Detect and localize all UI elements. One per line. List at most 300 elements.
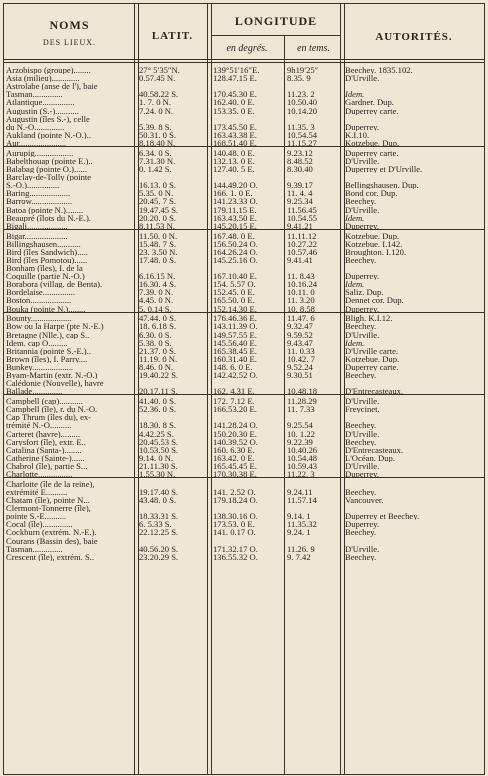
table-row: [4, 480, 484, 488]
authority-cell: Duperrey.: [345, 272, 380, 281]
table-row: [4, 488, 484, 496]
latitude-cell: 7.31.30 N.: [139, 156, 176, 166]
latitude-cell: 4.45. 0 N.: [139, 296, 174, 305]
place-name: Bouka (pointe N.)........: [6, 304, 86, 313]
authority-cell: Kotzebue. I.142.: [345, 239, 403, 248]
longitude-degrees-cell: 144.49.20 O.: [213, 181, 258, 190]
longitude-time-cell: 8.48.52: [287, 156, 313, 166]
longitude-degrees-cell: 145.20.15 E.: [213, 221, 257, 230]
latitude-cell: 16.30. 4 S.: [139, 280, 177, 289]
longitude-degrees-cell: 141. 2.52 O.: [213, 487, 256, 497]
place-name: Arzobispo (groupe)........: [6, 66, 91, 75]
latitude-cell: 20.17.11 S.: [139, 387, 178, 396]
place-name: Billingshausen...........: [6, 239, 81, 248]
longitude-degrees-cell: 172. 7.12 E.: [213, 397, 255, 406]
longitude-degrees-cell: 127.40. 5 E.: [213, 164, 255, 174]
longitude-degrees-cell: 170.45.30 E.: [213, 90, 257, 99]
latitude-cell: 41.40. 0 S.: [139, 397, 177, 406]
authority-cell: K.I.10.: [345, 130, 370, 140]
latitude-cell: 6.30. 0 S.: [139, 330, 172, 339]
place-name: Bigar....................: [6, 231, 68, 240]
authority-cell: Beechey.: [345, 421, 377, 430]
table-row: [4, 371, 484, 379]
longitude-degrees-cell: 152.14.30 E.: [213, 304, 257, 313]
longitude-degrees-cell: 141. 0.17 O.: [213, 528, 256, 537]
longitude-subheader-rule: [211, 35, 340, 36]
authority-cell: Gardner. Dup.: [345, 98, 394, 107]
place-name: Chatam (île), pointe N...: [6, 496, 90, 505]
longitude-time-cell: 11.26. 9: [287, 544, 315, 553]
authority-cell: Duperrey et D'Urville.: [345, 164, 423, 174]
longitude-time-cell: 11.47. 6: [287, 314, 315, 323]
place-name: Cap Thrum (îles du), ex-: [6, 413, 92, 422]
table-row: [4, 520, 484, 528]
latitude-cell: 5.38. 0 S.: [139, 338, 172, 347]
place-name: Carteret (havre).........: [6, 429, 80, 438]
longitude-degrees-cell: 167.10.40 E.: [213, 272, 257, 281]
longitude-degrees-cell: 132.13. 0 E.: [213, 156, 255, 166]
place-name: Bordelaise...............: [6, 288, 75, 297]
authority-cell: Bligh. K.I.12.: [345, 314, 393, 323]
latitude-cell: 6.16.15 N.: [139, 272, 176, 281]
latitude-cell: 5. 0.14 S.: [139, 304, 172, 313]
authority-cell: Duperrey.: [345, 221, 380, 230]
authority-cell: Idem.: [345, 280, 365, 289]
longitude-time-cell: 9.41.21: [287, 221, 313, 230]
longitude-time-cell: 10.11. 0: [287, 288, 315, 297]
latitude-cell: 21.37. 0 S.: [139, 346, 177, 355]
longitude-time-cell: 9.52.24: [287, 362, 313, 372]
longitude-time-cell: 10.27.22: [287, 239, 318, 248]
longitude-degrees-cell: 139°51′16″E.: [213, 66, 260, 75]
longitude-time-cell: 9.30.51: [287, 371, 313, 380]
authority-cell: L'Océan. Dup.: [345, 453, 395, 463]
authority-cell: Idem.: [345, 338, 365, 347]
authority-cell: Duperrey carte.: [345, 148, 399, 157]
authority-cell: Dennet cor. Dup.: [345, 296, 404, 305]
latitude-cell: 20.45.53 S.: [139, 437, 179, 446]
longitude-time-cell: 9.32.47: [287, 322, 313, 331]
longitude-time-cell: 9.24.11: [287, 487, 313, 497]
longitude-time-cell: 11. 4. 4: [287, 189, 313, 198]
table-row: [4, 288, 484, 296]
table-row: [4, 248, 484, 256]
authority-cell: D'Entrecasteaux.: [345, 387, 404, 396]
place-name: Aurupig..................: [6, 148, 74, 157]
latitude-cell: 20.20. 0 S.: [139, 213, 177, 222]
table-row: [4, 181, 484, 189]
authority-cell: Freycinet.: [345, 405, 380, 414]
place-name: S.-O.)...............: [6, 181, 60, 190]
longitude-time-cell: 11.35. 3: [287, 122, 315, 131]
table-row: [4, 197, 484, 205]
place-name: Byam-Martin (extr. N.-O.): [6, 371, 98, 380]
longitude-time-cell: 11. 7.33: [287, 405, 315, 414]
longitude-time-cell: 10.50.40: [287, 98, 318, 107]
table-row: [4, 331, 484, 339]
place-name: Bounty...................: [6, 314, 72, 323]
place-name: Cockburn (extrém. N.-E.).: [6, 528, 97, 537]
place-name: Balabag (pointe O.)......: [6, 164, 87, 174]
table-row: [4, 214, 484, 222]
longitude-degrees-cell: 165.45.45 E.: [213, 461, 257, 471]
table-row: [4, 314, 484, 322]
longitude-time-cell: 9.23.12: [287, 148, 313, 157]
place-name: Bretagne (Nlle.), cap S..: [6, 330, 90, 339]
longitude-degrees-cell: 171.32.17 O.: [213, 544, 258, 553]
authority-cell: Bond cor. Dup.: [345, 189, 398, 198]
table-row: [4, 98, 484, 106]
place-name: Ballade..............: [6, 387, 63, 396]
place-name: Catalina (Santa-)........: [6, 445, 82, 454]
authority-cell: Saliz. Dup.: [345, 288, 384, 297]
header-en-tems: en tems.: [297, 43, 330, 54]
longitude-time-cell: 10.54.55: [287, 213, 318, 222]
place-name: du N.-O..............: [6, 122, 65, 131]
table-row: [4, 379, 484, 387]
longitude-time-cell: 8.35. 9: [287, 74, 311, 83]
table-row: [4, 322, 484, 330]
place-name: Aukland (pointe N.-O.)..: [6, 130, 91, 140]
place-name: Astrolabe (anse de l'), baie: [6, 82, 98, 91]
longitude-degrees-cell: 152.45. 0 E.: [213, 288, 255, 297]
latitude-cell: 9.14. 0 N.: [139, 453, 174, 463]
place-name: Catherine (Sainte-)......: [6, 453, 85, 463]
table-body: [4, 66, 484, 561]
authority-cell: Broughton. I.120.: [345, 247, 407, 256]
longitude-degrees-cell: 156.50.24 O.: [213, 239, 258, 248]
authority-cell: Beechey.: [345, 371, 377, 380]
longitude-degrees-cell: 160. 6.30 E.: [213, 445, 255, 454]
table-row: [4, 470, 484, 478]
table-row: [4, 115, 484, 123]
place-name: Charlotte (île de la reine),: [6, 479, 95, 489]
authority-cell: Beechey.: [345, 552, 377, 562]
longitude-degrees-cell: 160.31.40 E.: [213, 354, 257, 364]
longitude-degrees-cell: 150.20.30 E.: [213, 429, 257, 438]
longitude-time-cell: 9.14. 1: [287, 512, 311, 521]
table-row: [4, 280, 484, 288]
longitude-time-cell: 11.15.27: [287, 138, 317, 148]
latitude-cell: 7.39. 0 N.: [139, 288, 174, 297]
longitude-time-cell: 9.24. 1: [287, 528, 311, 537]
table-row: [4, 438, 484, 446]
table-row: [4, 454, 484, 462]
table-row: [4, 397, 484, 405]
longitude-degrees-cell: 163.42. 0 E.: [213, 453, 255, 463]
authority-cell: Duperrey.: [345, 520, 380, 529]
authority-cell: D'Urville.: [345, 156, 380, 166]
longitude-degrees-cell: 173.45.50 E.: [213, 122, 257, 131]
place-name: Baring...................: [6, 189, 71, 198]
longitude-degrees-cell: 128.47.15 E.: [213, 74, 257, 83]
latitude-cell: 20.45. 7 S.: [139, 197, 177, 206]
authority-cell: Kotzebue. Dup.: [345, 138, 400, 148]
place-name: Calédonie (Nouvelle), havre: [6, 379, 104, 388]
latitude-cell: 5.39. 8 S.: [139, 122, 172, 131]
longitude-time-cell: 11.22. 3: [287, 470, 315, 479]
place-name: Campbell (cap)...........: [6, 397, 83, 406]
authority-cell: D'Urville.: [345, 205, 380, 214]
longitude-time-cell: 11.56.45: [287, 205, 317, 214]
table-row: [4, 74, 484, 82]
latitude-cell: 47.44. 0 S.: [139, 314, 177, 323]
authority-cell: D'Urville.: [345, 330, 380, 339]
latitude-cell: 0.57.45 N.: [139, 74, 176, 83]
table-row: [4, 264, 484, 272]
place-name: Barclay-de-Tolly (pointe: [6, 173, 92, 182]
table-row: [4, 339, 484, 347]
longitude-degrees-cell: 179.18.24 O.: [213, 496, 258, 505]
authority-cell: Beechey.: [345, 528, 377, 537]
place-name: extrémité E..........: [6, 487, 68, 497]
longitude-time-cell: 10.54.48: [287, 453, 318, 463]
table-row: [4, 355, 484, 363]
table-row: [4, 347, 484, 355]
longitude-degrees-cell: 173.53. 0 E.: [213, 520, 255, 529]
longitude-time-cell: 11. 0.33: [287, 346, 315, 355]
place-name: Charlotte................: [6, 470, 73, 479]
authority-cell: Beechey. 1835.102.: [345, 66, 413, 75]
table-row: [4, 189, 484, 197]
authority-cell: Duperrey carte.: [345, 106, 399, 115]
header-latitude: LATIT.: [151, 30, 194, 42]
authority-cell: D'Urville.: [345, 429, 380, 438]
header-longitude: LONGITUDE: [234, 14, 318, 28]
latitude-cell: 17.48. 0 S.: [139, 255, 177, 265]
place-name: Bird (îles Sandwich).....: [6, 247, 88, 256]
table-row: [4, 421, 484, 429]
longitude-degrees-cell: 166. 1. 0 E.: [213, 189, 253, 198]
authority-cell: Beechey.: [345, 255, 377, 265]
place-name: Coquille (partie N.-O.): [6, 272, 85, 281]
table-row: [4, 512, 484, 520]
place-name: Asia (milieu).............: [6, 74, 80, 83]
latitude-cell: 11.50. 0 N.: [139, 231, 178, 240]
place-name: Atlantique...............: [6, 98, 75, 107]
authority-cell: Vancouver.: [345, 496, 384, 505]
longitude-time-cell: 9.22.39: [287, 437, 313, 446]
longitude-degrees-cell: 140.39.52 O.: [213, 437, 258, 446]
longitude-degrees-cell: 149.57.55 E.: [213, 330, 257, 339]
table-row: [4, 149, 484, 157]
latitude-cell: 50.31. 0 S.: [139, 130, 177, 140]
longitude-degrees-cell: 165.50. 0 E.: [213, 296, 255, 305]
longitude-time-cell: 10. 8.58: [287, 304, 315, 313]
latitude-cell: 1. 7. 0 N.: [139, 98, 171, 107]
table-row: [4, 537, 484, 545]
place-name: Barrow...................: [6, 197, 73, 206]
authority-cell: Duperrey.: [345, 304, 380, 313]
longitude-degrees-cell: 140.48. 0 E.: [213, 148, 255, 157]
authority-cell: Idem.: [345, 213, 365, 222]
longitude-degrees-cell: 168.51.40 E.: [213, 138, 257, 148]
longitude-time-cell: 9. 7.42: [287, 552, 311, 562]
table-row: [4, 165, 484, 173]
longitude-degrees-cell: 143.11.39 O.: [213, 322, 258, 331]
authority-cell: Duperrey carte.: [345, 362, 399, 372]
table-row: [4, 107, 484, 115]
longitude-degrees-cell: 136.55.32 O.: [213, 552, 258, 562]
header-noms: NOMS: [49, 18, 90, 32]
longitude-time-cell: 9.39.17: [287, 181, 313, 190]
latitude-cell: 19.17.40 S.: [139, 487, 179, 497]
longitude-time-cell: 10.59.43: [287, 461, 318, 471]
longitude-time-cell: 11.11.12: [287, 231, 317, 240]
place-name: Carysfort (île), extr. E..: [6, 437, 86, 446]
latitude-cell: 10.53.50 S.: [139, 445, 179, 454]
authority-cell: Beechey.: [345, 197, 377, 206]
table-row: [4, 430, 484, 438]
latitude-cell: 7.24. 0 N.: [139, 106, 174, 115]
longitude-degrees-cell: 154. 5.57 O.: [213, 280, 256, 289]
latitude-cell: 21.11.30 S.: [139, 461, 178, 471]
latitude-cell: 16.13. 0 S.: [139, 181, 177, 190]
authority-cell: Beechey.: [345, 437, 377, 446]
longitude-time-cell: 10.57.46: [287, 247, 318, 256]
authority-cell: Kotzebue. Dup.: [345, 354, 400, 364]
longitude-time-cell: 11. 8.43: [287, 272, 315, 281]
longitude-degrees-cell: 163.43.38 E.: [213, 130, 257, 140]
authority-cell: D'Urville carte.: [345, 346, 399, 355]
header-en-degres: en degrés.: [226, 43, 268, 54]
longitude-time-cell: 10.40.26: [287, 445, 318, 454]
table-row: [4, 363, 484, 371]
latitude-cell: 19.47.45 S.: [139, 205, 179, 214]
place-name: Britannia (pointe S.-E.)..: [6, 346, 91, 355]
latitude-cell: 11.19. 0 N.: [139, 354, 178, 364]
table-row: [4, 462, 484, 470]
latitude-cell: 15.48. 7 S.: [139, 239, 177, 248]
longitude-degrees-cell: 163.43.50 E.: [213, 213, 257, 222]
place-name: Batoa (pointe N.)........: [6, 205, 84, 214]
longitude-time-cell: 9.25.54: [287, 421, 313, 430]
longitude-degrees-cell: 141.28.24 O.: [213, 421, 258, 430]
table-row: [4, 446, 484, 454]
longitude-degrees-cell: 142.42.52 O.: [213, 371, 258, 380]
latitude-cell: 22.12.25 S.: [139, 528, 179, 537]
longitude-time-cell: 11.28.29: [287, 397, 317, 406]
latitude-cell: 6.34. 0 S.: [139, 148, 172, 157]
table-row: [4, 272, 484, 280]
latitude-cell: 23.20.29 S.: [139, 552, 179, 562]
authority-cell: D'Urville.: [345, 461, 380, 471]
place-name: Tasman..............: [6, 544, 63, 553]
longitude-time-cell: 8.30.40: [287, 164, 313, 174]
table-row: [4, 305, 484, 313]
authority-cell: Kotzebue. Dup.: [345, 231, 400, 240]
authority-cell: Bellingshausen. Dup.: [345, 181, 419, 190]
authority-cell: Duperrey.: [345, 470, 380, 479]
place-name: Campbell (île), r. du N.-O.: [6, 405, 98, 414]
authority-cell: Beechey.: [345, 487, 377, 497]
longitude-degrees-cell: 145.25.16 O.: [213, 255, 258, 265]
place-name: Bow ou la Harpe (pte N.-E.): [6, 322, 104, 331]
table-row: [4, 413, 484, 421]
latitude-cell: 8.11.53 N.: [139, 221, 175, 230]
table-row: [4, 206, 484, 214]
place-name: Boston...................: [6, 296, 72, 305]
authority-cell: D'Urville.: [345, 397, 380, 406]
longitude-time-cell: 11.23. 2: [287, 90, 315, 99]
table-row: [4, 173, 484, 181]
longitude-degrees-cell: 162.40. 0 E.: [213, 98, 255, 107]
authority-cell: Idem.: [345, 90, 365, 99]
longitude-time-cell: 9.59.52: [287, 330, 313, 339]
table-row: [4, 123, 484, 131]
longitude-time-cell: 10.54.54: [287, 130, 318, 140]
longitude-degrees-cell: 170.30.38 E.: [213, 470, 257, 479]
authority-cell: D'Urville.: [345, 74, 380, 83]
place-name: Clermont-Tonnerre (île),: [6, 504, 91, 513]
table-row: [4, 222, 484, 230]
latitude-cell: 40.56.20 S.: [139, 544, 179, 553]
place-name: Borabora (villag. de Benta).: [6, 280, 103, 289]
authority-cell: D'Urville.: [345, 544, 380, 553]
place-name: trémité N.-O..........: [6, 421, 72, 430]
place-name: pointe S.-E..........: [6, 512, 67, 521]
place-name: Tasman..............: [6, 90, 63, 99]
place-name: Courans (Bassin des), baie: [6, 536, 98, 545]
latitude-cell: 18.30. 8 S.: [139, 421, 177, 430]
header-bottom-rule: [4, 59, 484, 63]
latitude-cell: 8.18.40 N.: [139, 138, 176, 148]
table-row: [4, 240, 484, 248]
longitude-time-cell: 11.57.14: [287, 496, 317, 505]
longitude-time-cell: 9.43.47: [287, 338, 313, 347]
latitude-cell: 43.48. 0 S.: [139, 496, 177, 505]
longitude-degrees-cell: 162. 4.31 E.: [213, 387, 255, 396]
latitude-cell: 19.40.22 S.: [139, 371, 179, 380]
table-row: [4, 256, 484, 264]
place-name: Bunkey...................: [6, 362, 73, 372]
place-name: Idem. cap O.........: [6, 338, 68, 347]
latitude-cell: 5.35. 0 N.: [139, 189, 174, 198]
longitude-time-cell: 9.25.34: [287, 197, 313, 206]
table-frame: [3, 3, 485, 775]
table-row: [4, 528, 484, 536]
table-row: [4, 545, 484, 553]
place-name: Aur......................: [6, 138, 67, 148]
table-row: [4, 131, 484, 139]
place-name: Beaupré (îlots du N.-E.).: [6, 213, 91, 222]
place-name: Bonham (îles), I. de la: [6, 263, 83, 273]
table-row: [4, 90, 484, 98]
latitude-cell: 18.33.31 S.: [139, 512, 179, 521]
authority-cell: Duperrey et Beechey.: [345, 512, 420, 521]
authority-cell: Duperrey.: [345, 122, 380, 131]
table-row: [4, 232, 484, 240]
authority-cell: Beechey.: [345, 322, 377, 331]
longitude-time-cell: 11.35.32: [287, 520, 317, 529]
longitude-degrees-cell: 164.26.24 O.: [213, 247, 258, 256]
longitude-degrees-cell: 166.53.20 E.: [213, 405, 257, 414]
table-row: [4, 504, 484, 512]
longitude-time-cell: 10.14.20: [287, 106, 318, 115]
latitude-cell: 52.36. 0 S.: [139, 405, 177, 414]
place-name: Augustin (S.-)...........: [6, 106, 79, 115]
latitude-cell: 40.58.22 S.: [139, 90, 179, 99]
latitude-cell: 18. 6.18 S.: [139, 322, 177, 331]
latitude-cell: 23. 3.50 N.: [139, 247, 178, 256]
table-row: [4, 553, 484, 561]
longitude-degrees-cell: 179.11.15 E.: [213, 205, 257, 214]
authority-cell: D'Entrecasteaux.: [345, 445, 404, 454]
longitude-time-cell: 11. 3.20: [287, 296, 315, 305]
table-row: [4, 139, 484, 147]
header-des-lieux: DES LIEUX.: [42, 38, 97, 47]
longitude-degrees-cell: 145.56.40 E.: [213, 338, 257, 347]
